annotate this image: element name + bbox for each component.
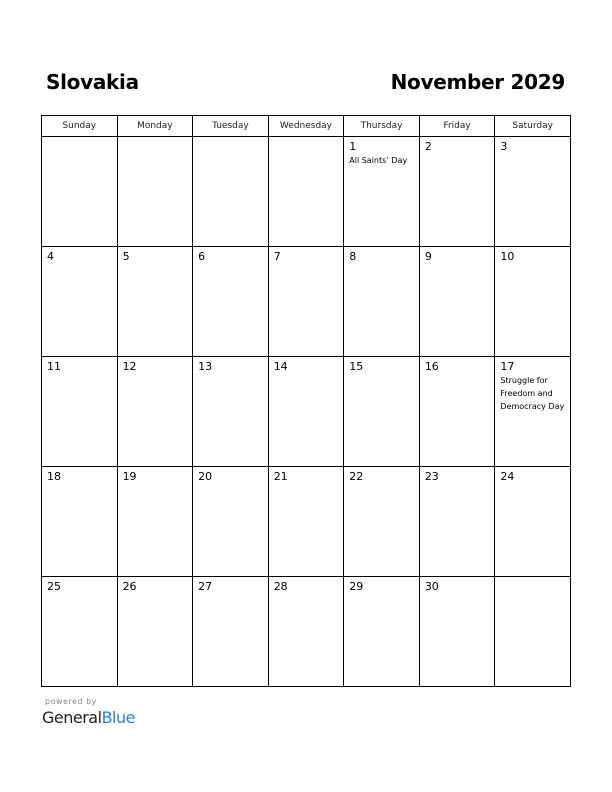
day-cell: [419, 357, 495, 467]
day-number: 2: [424, 140, 432, 153]
day-cell: [344, 577, 420, 687]
day-cell: [42, 247, 118, 357]
holiday-label: All Saints’ Day: [349, 156, 408, 165]
day-cell: [344, 357, 420, 467]
day-number: 6: [198, 250, 206, 263]
day-number: 21: [273, 470, 288, 483]
day-number: 18: [47, 470, 61, 483]
day-cell: [495, 467, 571, 577]
week-row: [42, 357, 571, 467]
day-cell: [42, 137, 118, 247]
day-cell: [193, 137, 269, 247]
day-cell: [268, 577, 344, 687]
weekday-monday: Monday: [117, 116, 193, 137]
day-cell: [268, 357, 344, 467]
day-cell: [117, 357, 193, 467]
calendar-grid: [41, 115, 571, 687]
day-number: [495, 577, 570, 580]
day-cell: [268, 137, 344, 247]
weekday-thursday: Thursday: [344, 116, 420, 137]
weekday-header-row: [42, 116, 571, 137]
weekday-friday: Friday: [419, 116, 495, 137]
day-number: 10: [500, 250, 515, 263]
day-cell: [42, 577, 118, 687]
week-row: [42, 247, 571, 357]
day-number: [118, 137, 193, 140]
day-number: [193, 137, 268, 140]
day-number: 4: [47, 250, 54, 263]
day-cell: [193, 577, 269, 687]
brand-general: General: [42, 708, 102, 727]
day-number: 16: [424, 360, 439, 373]
day-number: [269, 137, 344, 140]
generalblue-logo: [42, 708, 135, 727]
day-cell: [193, 247, 269, 357]
day-cell: [268, 467, 344, 577]
weekday-sunday: Sunday: [42, 116, 118, 137]
day-number: 30: [424, 580, 439, 593]
day-cell: [117, 247, 193, 357]
country-title: Slovakia: [46, 70, 139, 94]
day-cell: [193, 357, 269, 467]
day-cell: [495, 577, 571, 687]
day-cell: [344, 467, 420, 577]
day-number: 25: [47, 580, 61, 593]
day-number: 14: [273, 360, 288, 373]
day-number: 3: [500, 140, 508, 153]
day-number: 22: [349, 470, 364, 483]
day-cell: [419, 137, 495, 247]
day-cell: [193, 467, 269, 577]
day-number: 19: [122, 470, 137, 483]
day-number: 28: [273, 580, 288, 593]
day-cell: [42, 357, 118, 467]
powered-by-label: powered by: [45, 697, 97, 706]
day-cell: [268, 247, 344, 357]
week-row: [42, 137, 571, 247]
day-number: 11: [47, 360, 61, 373]
day-number: 9: [424, 250, 432, 263]
day-cell: [344, 247, 420, 357]
month-year-title: November 2029: [390, 70, 565, 94]
week-row: [42, 577, 571, 687]
day-cell: [117, 467, 193, 577]
day-number: [42, 137, 117, 140]
day-cell: [495, 357, 571, 467]
day-number: 23: [424, 470, 439, 483]
weekday-saturday: Saturday: [495, 116, 571, 137]
day-cell: [495, 137, 571, 247]
day-number: 20: [198, 470, 213, 483]
week-row: [42, 467, 571, 577]
day-number: 5: [122, 250, 130, 263]
holiday-label: Struggle for Freedom and Democracy Day: [500, 376, 565, 411]
day-number: 12: [122, 360, 137, 373]
day-number: 24: [500, 470, 515, 483]
day-cell: [495, 247, 571, 357]
day-cell: [419, 247, 495, 357]
day-number: 15: [349, 360, 364, 373]
weekday-tuesday: Tuesday: [193, 116, 269, 137]
day-number: 29: [349, 580, 364, 593]
brand-blue: Blue: [101, 708, 135, 727]
day-number: 27: [198, 580, 213, 593]
day-cell: [419, 467, 495, 577]
weekday-wednesday: Wednesday: [268, 116, 344, 137]
day-number: 17: [500, 360, 515, 373]
day-cell: [344, 137, 420, 247]
day-cell: [117, 137, 193, 247]
day-cell: [419, 577, 495, 687]
day-cell: [42, 467, 118, 577]
day-number: 26: [122, 580, 137, 593]
day-number: 13: [198, 360, 213, 373]
day-number: 7: [273, 250, 281, 263]
day-number: 1: [349, 140, 357, 153]
day-number: 8: [349, 250, 357, 263]
day-cell: [117, 577, 193, 687]
